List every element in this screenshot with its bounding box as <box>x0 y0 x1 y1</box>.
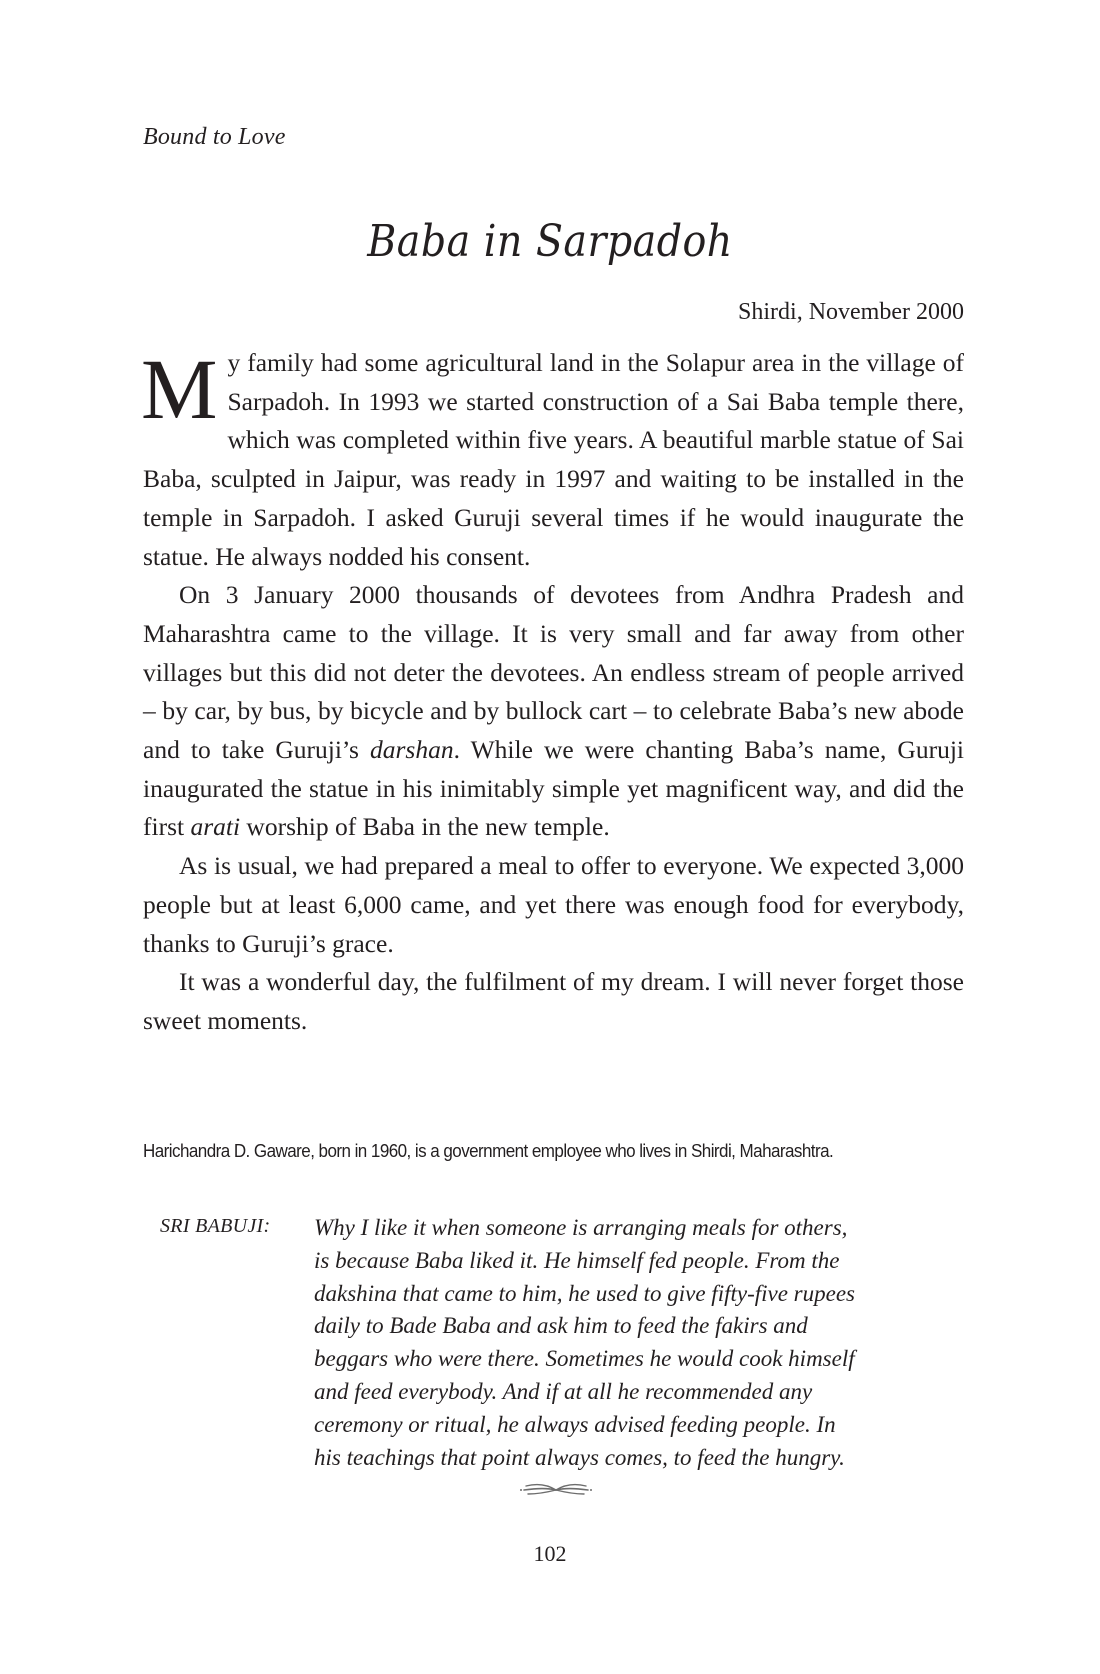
term-arati: arati <box>190 812 241 842</box>
page-number: 102 <box>533 1541 567 1566</box>
quote-line: is because Baba liked it. He himself fed people. From the <box>314 1247 840 1273</box>
chapter-title: Baba in Sarpadoh <box>367 216 733 267</box>
paragraph-2 <box>143 576 964 847</box>
term-darshan: darshan <box>370 735 454 765</box>
quote-line: his teachings that point always comes, to feed the hungry. <box>314 1444 845 1470</box>
quote-line: Why I like it when someone is arranging meals for others, <box>314 1215 848 1240</box>
paragraph-2-text-a: On 3 January 2000 thousands of devotees from Andhra Pradesh and Maharashtra came to the village. It is very small and far away from other villages but this did not deter the devotees. An endless stream of people arrived – by car, by bus, by bicycle and by bullock cart – to celebrate Baba’s new abode and to take Guruji’s <box>143 580 964 765</box>
body-text <box>141 341 964 1041</box>
quote-speaker: SRI BABUJI: <box>160 1215 271 1237</box>
quote-line: ceremony or ritual, he always advised feeding people. In <box>314 1411 836 1437</box>
paragraph-2-text-b: . While we were chanting Baba’s name, Guruji inaugurated the statue in his inimitably simple yet magnificent way, and did the first <box>143 735 964 842</box>
author-bio: Harichandra D. Gaware, born in 1960, is a government employee who lives in Shirdi, Maharashtra. <box>143 1140 834 1161</box>
quote-block <box>314 1212 954 1474</box>
quote-line: beggars who were there. Sometimes he would cook himself <box>314 1346 855 1372</box>
paragraph-3: As is usual, we had prepared a meal to offer to everyone. We expected 3,000 people but at least 6,000 came, and yet there was enough food for everybody, thanks to Guruji’s grace. <box>143 851 964 958</box>
quote-line: dakshina that came to him, he used to give fifty-five rupees <box>314 1280 856 1306</box>
paragraph-1 <box>141 341 964 576</box>
paragraph-1-text: y family had some agricultural land in the Solapur area in the village of Sarpadoh. In 1993 we started construction of a Sai Baba temple there, which was completed within five years. A beautiful marble statue of Sai Baba, sculpted in Jaipur, was ready in 1997 and waiting to be installed in the temple in Sarpadoh. I asked Guruji several times if he would inaugurate the statue. He always nodded his consent. <box>143 348 964 571</box>
quote-line: and feed everybody. And if at all he recommended any <box>314 1378 813 1404</box>
running-head: Bound to Love <box>143 124 286 150</box>
paragraph-2-text-c: worship of Baba in the new temple. <box>240 812 610 842</box>
paragraph-4: It was a wonderful day, the fulfilment of my dream. I will never forget those sweet moments. <box>143 967 964 1035</box>
dateline: Shirdi, November 2000 <box>738 299 964 325</box>
drop-cap: M <box>141 341 218 437</box>
quote-line: daily to Bade Baba and ask him to feed the fakirs and <box>314 1313 808 1339</box>
flourish-ornament-icon <box>518 1477 594 1501</box>
